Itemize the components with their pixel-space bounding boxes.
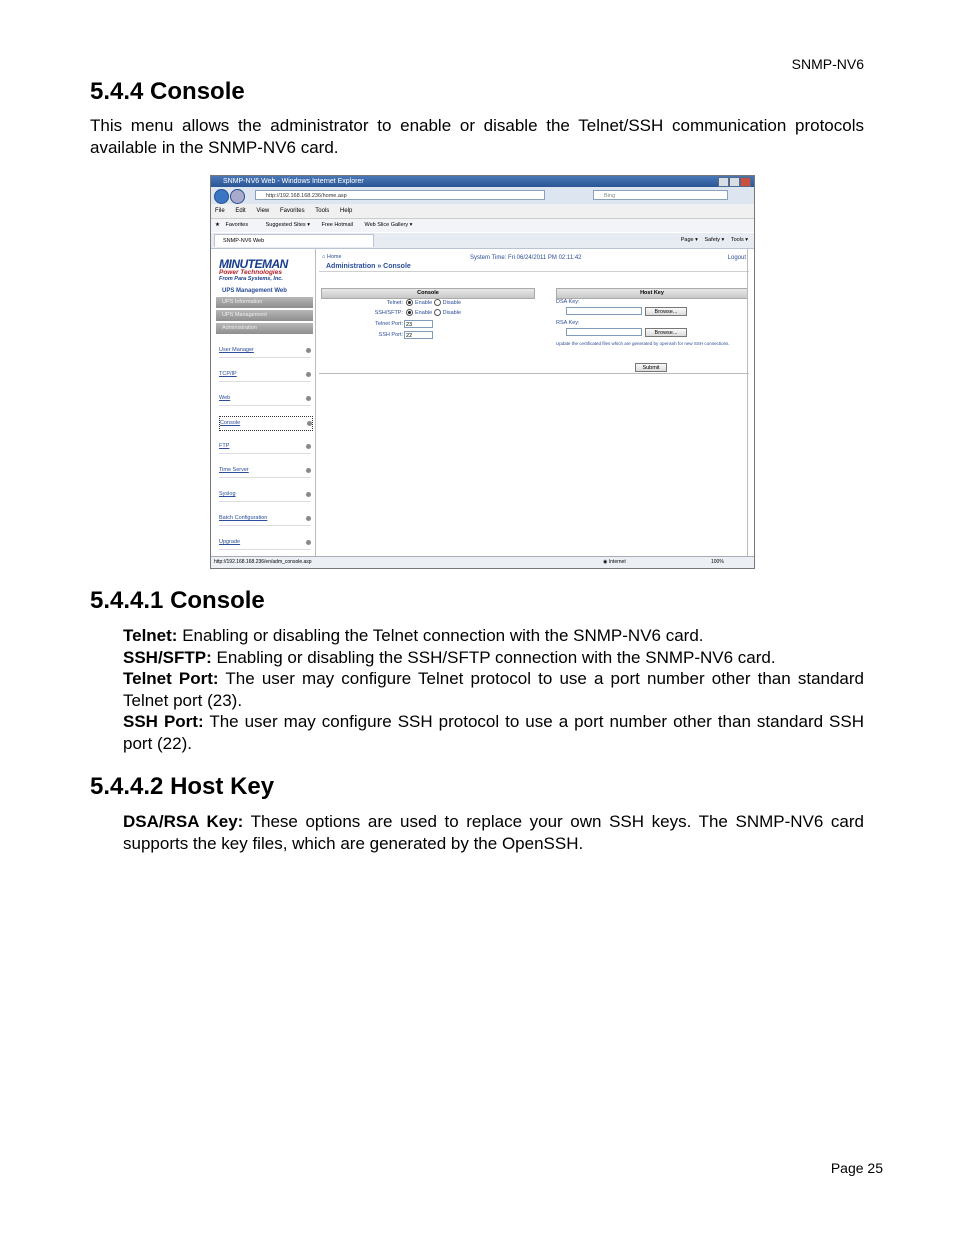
section-title: 5.4.4 Console — [90, 78, 245, 105]
hostkey-note: Update the certificated files which are generated by openssh for new SSH connections. — [556, 341, 730, 346]
brand-tagline: From Para Systems, Inc. — [219, 276, 283, 282]
rsa-key-label: RSA Key: — [556, 320, 580, 326]
breadcrumb: Administration » Console — [326, 263, 411, 270]
telnet-enable-radio[interactable] — [406, 299, 413, 306]
telnet-radio-group: Enable Disable — [406, 299, 461, 306]
menu-favorites[interactable]: Favorites — [279, 208, 305, 214]
sidebar-item-console[interactable]: Console — [219, 416, 313, 431]
ups-web-title: UPS Management Web — [222, 288, 287, 294]
telnet-port-label: Telnet Port: — [375, 321, 403, 327]
subsection-console-title: 5.4.4.1 Console — [90, 587, 265, 614]
intro-paragraph: This menu allows the administrator to enable or disable the Telnet/SSH communication protocols available in the SNMP-NV6 card. — [90, 116, 864, 157]
close-icon[interactable] — [740, 177, 751, 187]
telnet-port-input[interactable]: 23 — [404, 320, 433, 328]
sidebar-item-user-manager[interactable]: User Manager — [219, 344, 311, 358]
submit-button[interactable]: Submit — [635, 363, 667, 372]
status-url: http://192.168.168.236/en/adm_console.asp — [214, 559, 312, 565]
dsa-key-file-input[interactable] — [566, 307, 642, 315]
page-menu[interactable]: Page ▾ — [680, 237, 698, 243]
hostkey-header: Host Key — [556, 288, 748, 299]
subsection-hostkey-body — [123, 811, 864, 854]
telnet-disable-radio[interactable] — [434, 299, 441, 306]
minimize-icon[interactable] — [718, 177, 729, 187]
menu-help[interactable]: Help — [339, 208, 353, 214]
favorites-button[interactable]: ★ Favorites — [215, 222, 249, 228]
status-zone: ◉ Internet — [603, 559, 626, 565]
brand-logo: MINUTEMAN — [219, 257, 288, 271]
ssh-port-definition: SSH Port: The user may configure SSH protocol to use a port number other than standard SSH port (22). — [123, 712, 865, 753]
system-time: System Time: Fri 06/24/2011 PM 02:11:42 — [470, 255, 582, 261]
sidebar-item-tcpip[interactable]: TCP/IP — [219, 368, 311, 382]
telnet-label: Telnet: — [386, 300, 403, 306]
address-bar — [211, 187, 754, 204]
dsa-browse-button[interactable]: Browse... — [645, 307, 687, 316]
safety-menu[interactable]: Safety ▾ — [704, 237, 725, 243]
sidebar-administration[interactable]: Administration — [216, 323, 313, 334]
search-input[interactable]: Bing — [593, 190, 728, 200]
ssh-enable-radio[interactable] — [406, 309, 413, 316]
header-divider — [319, 271, 749, 272]
logout-link[interactable]: Logout — [727, 255, 746, 261]
telnet-definition: Telnet: Enabling or disabling the Telnet connection with the SNMP-NV6 card. — [123, 626, 704, 645]
sidebar-item-ftp[interactable]: FTP — [219, 440, 311, 454]
sidebar-divider — [315, 249, 316, 556]
fav-suggested-sites[interactable]: Suggested Sites ▾ — [265, 222, 310, 228]
doc-header: SNMP-NV6 — [791, 56, 864, 72]
url-input[interactable]: http://192.168.168.236/home.asp — [255, 190, 545, 200]
home-link[interactable]: ⌂ Home — [322, 254, 342, 260]
ssh-port-input[interactable]: 22 — [404, 331, 433, 339]
subsection-hostkey-title: 5.4.4.2 Host Key — [90, 773, 275, 800]
web-content — [211, 249, 754, 556]
rsa-key-file-input[interactable] — [566, 328, 642, 336]
tab-row — [211, 233, 754, 249]
console-header: Console — [321, 288, 535, 299]
maximize-icon[interactable] — [729, 177, 740, 187]
status-bar — [211, 556, 754, 568]
menu-file[interactable]: File — [215, 208, 225, 214]
command-bar — [676, 233, 748, 248]
sidebar-item-time-server[interactable]: Time Server — [219, 464, 311, 478]
subsection-console-body — [123, 625, 864, 754]
browser-tab[interactable]: SNMP-NV6 Web — [214, 234, 374, 247]
menu-edit[interactable]: Edit — [235, 208, 246, 214]
sidebar-ups-information[interactable]: UPS Information — [216, 297, 313, 308]
dsa-key-label: DSA Key: — [556, 299, 580, 305]
back-icon[interactable] — [214, 189, 229, 204]
window-title: SNMP-NV6 Web - Windows Internet Explorer — [223, 178, 364, 185]
rsa-browse-button[interactable]: Browse... — [645, 328, 687, 337]
page-number: Page 25 — [830, 1160, 883, 1176]
window-titlebar — [211, 176, 754, 187]
browser-screenshot — [210, 175, 755, 569]
sidebar-item-web[interactable]: Web — [219, 392, 311, 406]
sidebar-item-batch-configuration[interactable]: Batch Configuration — [219, 512, 311, 526]
key-definition: DSA/RSA Key: These options are used to replace your own SSH keys. The SNMP-NV6 card supports the key files, which are generated by the OpenSSH. — [123, 812, 864, 853]
fav-free-hotmail[interactable]: Free Hotmail — [321, 222, 353, 228]
menu-bar — [211, 204, 754, 219]
sidebar-item-syslog[interactable]: Syslog — [219, 488, 311, 502]
brand-subtitle: Power Technologies — [219, 269, 282, 276]
sidebar-item-upgrade[interactable]: Upgrade — [219, 536, 311, 550]
telnet-port-definition: Telnet Port: The user may configure Telnet protocol to use a port number other than standard Telnet port (23). — [123, 669, 865, 710]
menu-tools[interactable]: Tools — [315, 208, 330, 214]
ssh-radio-group: Enable Disable — [406, 309, 461, 316]
ssh-port-label: SSH Port: — [378, 332, 403, 338]
content-bottom-line — [319, 373, 749, 374]
forward-icon[interactable] — [230, 189, 245, 204]
favorites-bar — [211, 219, 754, 232]
zoom-level[interactable]: 100% — [711, 559, 724, 565]
menu-view[interactable]: View — [256, 208, 270, 214]
content-right-border — [747, 249, 748, 556]
ssh-definition: SSH/SFTP: Enabling or disabling the SSH/SFTP connection with the SNMP-NV6 card. — [123, 647, 776, 667]
sshsftp-label: SSH/SFTP: — [374, 310, 403, 316]
fav-web-slice-gallery[interactable]: Web Slice Gallery ▾ — [364, 222, 413, 228]
tools-menu[interactable]: Tools ▾ — [730, 237, 748, 243]
ssh-disable-radio[interactable] — [434, 309, 441, 316]
sidebar-ups-management[interactable]: UPS Management — [216, 310, 313, 321]
